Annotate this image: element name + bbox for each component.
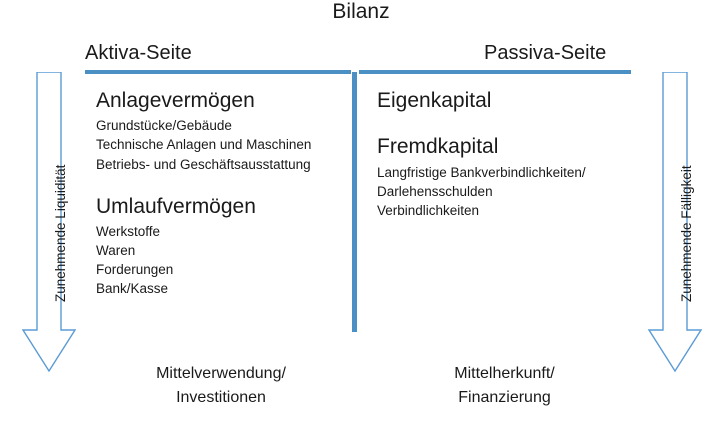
aktiva-group1-title: Anlagevermögen	[96, 89, 255, 112]
aktiva-group2-item: Werkstoffe	[96, 223, 161, 239]
passiva-group1-title: Eigenkapital	[377, 89, 492, 112]
passiva-group2-item: Darlehensschulden	[377, 183, 493, 199]
center-divider	[352, 72, 357, 332]
aktiva-group1-item: Technische Anlagen und Maschinen	[96, 137, 312, 153]
liquidity-arrow-label: Zunehmende Liquidität	[53, 164, 68, 302]
passiva-caption: Mittelherkunft/ Finanzierung	[454, 365, 555, 406]
aktiva-group2-item: Forderungen	[96, 262, 174, 278]
aktiva-group2-item: Bank/Kasse	[96, 281, 169, 297]
aktiva-caption: Mittelverwendung/ Investitionen	[156, 365, 286, 406]
passiva-group2-item: Verbindlichkeiten	[377, 202, 480, 218]
aktiva-heading: Aktiva-Seite	[85, 42, 192, 64]
diagram-title: Bilanz	[332, 0, 390, 23]
aktiva-group1-item: Betriebs- und Geschäftsausstattung	[96, 156, 311, 172]
maturity-arrow-label: Zunehmende Fälligkeit	[679, 165, 694, 302]
aktiva-group1-item: Grundstücke/Gebäude	[96, 118, 232, 134]
passiva-heading: Passiva-Seite	[484, 42, 607, 64]
aktiva-group2-title: Umlaufvermögen	[96, 194, 256, 218]
aktiva-group2-item: Waren	[96, 243, 136, 259]
passiva-group2-title: Fremdkapital	[377, 135, 499, 159]
passiva-content	[377, 88, 632, 220]
passiva-underline	[359, 70, 631, 74]
aktiva-content	[96, 88, 346, 299]
aktiva-underline	[85, 70, 351, 74]
passiva-group2-item: Langfristige Bankverbindlichkeiten/	[377, 164, 586, 180]
